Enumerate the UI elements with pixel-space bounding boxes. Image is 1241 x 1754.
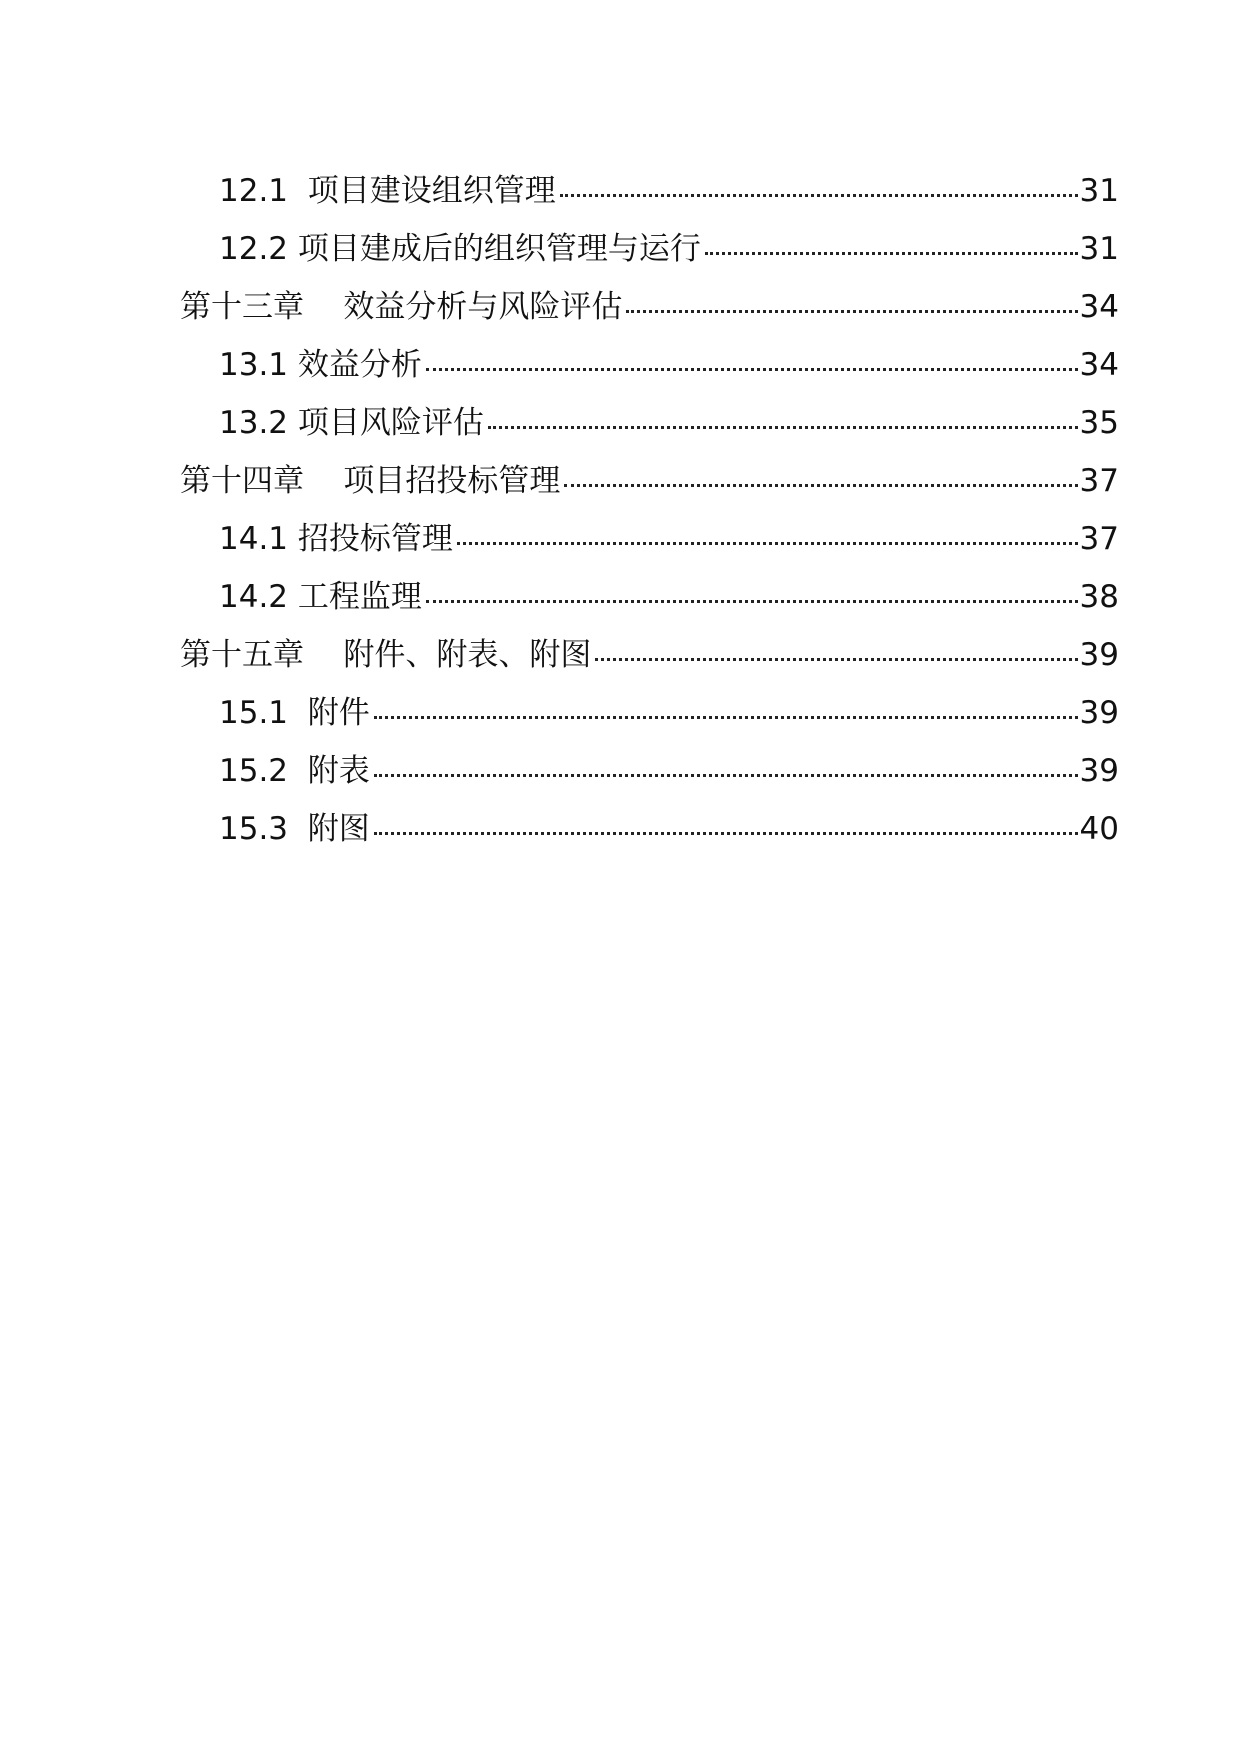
toc-entry-page: 34 — [1079, 347, 1119, 383]
toc-dot-leader — [426, 576, 1078, 607]
toc-entry-label: 第十四章 项目招投标管理 — [180, 463, 561, 499]
toc-entry-page: 39 — [1079, 637, 1119, 673]
toc-entry-page: 37 — [1079, 463, 1119, 499]
toc-entry-chapter-14[interactable] — [0, 453, 1241, 511]
toc-entry-page: 38 — [1079, 579, 1119, 615]
toc-entry-15-2[interactable] — [0, 743, 1241, 801]
toc-entry-page: 39 — [1079, 753, 1119, 789]
toc-dot-leader — [457, 518, 1078, 549]
toc-entry-label: 第十三章 效益分析与风险评估 — [180, 289, 623, 325]
toc-entry-12-1[interactable] — [0, 163, 1241, 221]
toc-entry-page: 31 — [1079, 173, 1119, 209]
toc-entry-page: 37 — [1079, 521, 1119, 557]
toc-dot-leader — [560, 170, 1078, 201]
toc-dot-leader — [374, 692, 1078, 723]
toc-dot-leader — [374, 750, 1078, 781]
toc-dot-leader — [426, 344, 1078, 375]
toc-entry-13-2[interactable] — [0, 395, 1241, 453]
toc-entry-label: 15.3 附图 — [219, 811, 370, 847]
toc-entry-label: 12.1 项目建设组织管理 — [219, 173, 556, 209]
toc-entry-label: 14.1 招投标管理 — [219, 521, 453, 557]
toc-entry-label: 13.2 项目风险评估 — [219, 405, 484, 441]
toc-dot-leader — [564, 460, 1077, 491]
toc-entry-15-3[interactable] — [0, 801, 1241, 859]
toc-entry-12-2[interactable] — [0, 221, 1241, 279]
toc-entry-label: 第十五章 附件、附表、附图 — [180, 637, 592, 673]
toc-entry-page: 31 — [1079, 231, 1119, 267]
toc-entry-label: 14.2 工程监理 — [219, 579, 422, 615]
toc-entry-page: 40 — [1079, 811, 1119, 847]
toc-entry-13-1[interactable] — [0, 337, 1241, 395]
toc-dot-leader — [595, 634, 1077, 665]
toc-entry-label: 13.1 效益分析 — [219, 347, 422, 383]
table-of-contents — [0, 163, 1241, 859]
toc-entry-14-1[interactable] — [0, 511, 1241, 569]
toc-entry-14-2[interactable] — [0, 569, 1241, 627]
toc-entry-label: 15.1 附件 — [219, 695, 370, 731]
toc-entry-chapter-13[interactable] — [0, 279, 1241, 337]
toc-dot-leader — [626, 286, 1077, 317]
toc-dot-leader — [488, 402, 1078, 433]
toc-entry-page: 39 — [1079, 695, 1119, 731]
toc-entry-chapter-15[interactable] — [0, 627, 1241, 685]
toc-entry-label: 15.2 附表 — [219, 753, 370, 789]
toc-entry-page: 35 — [1079, 405, 1119, 441]
toc-entry-15-1[interactable] — [0, 685, 1241, 743]
toc-dot-leader — [374, 808, 1078, 839]
toc-entry-page: 34 — [1079, 289, 1119, 325]
toc-dot-leader — [705, 228, 1078, 259]
toc-entry-label: 12.2 项目建成后的组织管理与运行 — [219, 231, 701, 267]
